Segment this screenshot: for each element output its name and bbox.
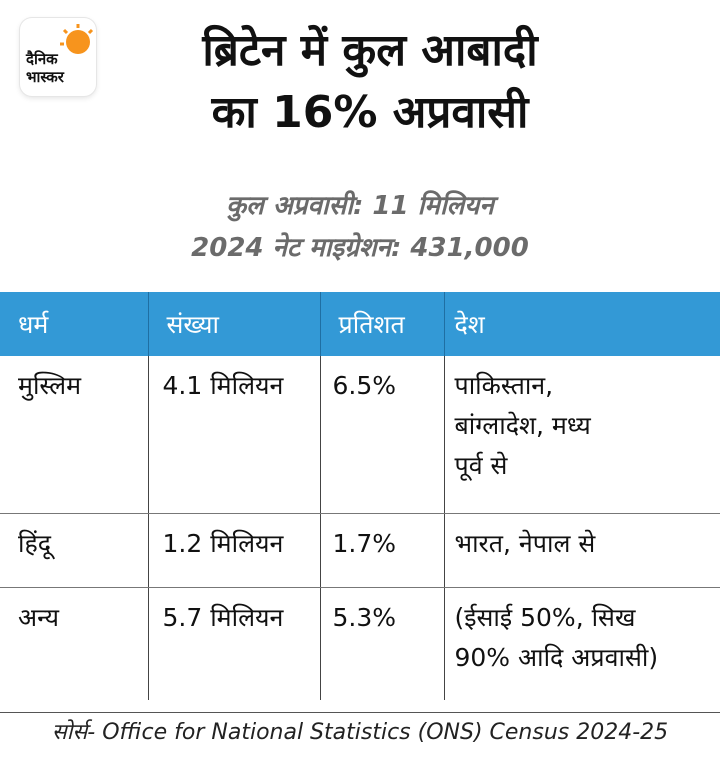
- cell-religion: हिंदू: [0, 513, 148, 587]
- logo-line1: दैनिक: [26, 50, 58, 68]
- cell-percent: 5.3%: [320, 587, 444, 700]
- country-line: पाकिस्तान,: [454, 371, 554, 400]
- dainik-bhaskar-logo[interactable]: [20, 18, 96, 96]
- sun-logo-icon: [20, 18, 96, 96]
- table-row: [0, 587, 720, 700]
- logo-line2: भास्कर: [26, 68, 64, 86]
- page-title: [110, 20, 630, 144]
- cell-count: 4.1 मिलियन: [148, 356, 320, 513]
- header-religion: धर्म: [0, 292, 148, 356]
- country-line: पूर्व से: [454, 451, 508, 480]
- source-note: [0, 712, 720, 751]
- cell-religion: मुस्लिम: [0, 356, 148, 513]
- title-line2: का 16% अप्रवासी: [211, 87, 529, 138]
- cell-religion: अन्य: [0, 587, 148, 700]
- table-row: [0, 513, 720, 587]
- subtitle-net-migration: 2024 नेट माइग्रेशन: 431,000: [191, 233, 529, 263]
- table-row: [0, 356, 720, 513]
- header-percent: प्रतिशत: [320, 292, 444, 356]
- country-line: भारत, नेपाल से: [454, 528, 596, 558]
- source-text: Office for National Statistics (ONS) Census 2024-25: [102, 720, 669, 745]
- country-line: 90% आदि अप्रवासी): [454, 642, 659, 672]
- religion-table: [0, 292, 720, 700]
- header-count: संख्या: [148, 292, 320, 356]
- cell-country: [444, 356, 720, 513]
- cell-percent: 6.5%: [320, 356, 444, 513]
- source-prefix: सोर्स-: [51, 720, 103, 745]
- cell-count: 1.2 मिलियन: [148, 513, 320, 587]
- country-line: (ईसाई 50%, सिख: [454, 602, 636, 632]
- cell-percent: 1.7%: [320, 513, 444, 587]
- table-header-row: [0, 292, 720, 356]
- subtitle-total-immigrants: कुल अप्रवासी: 11 मिलियन: [226, 191, 494, 221]
- title-line1: ब्रिटेन में कुल आबादी: [202, 25, 538, 76]
- cell-count: 5.7 मिलियन: [148, 587, 320, 700]
- country-line: बांग्लादेश, मध्य: [454, 411, 591, 440]
- cell-country: [444, 587, 720, 700]
- cell-country: [444, 513, 720, 587]
- header-country: देश: [444, 292, 720, 356]
